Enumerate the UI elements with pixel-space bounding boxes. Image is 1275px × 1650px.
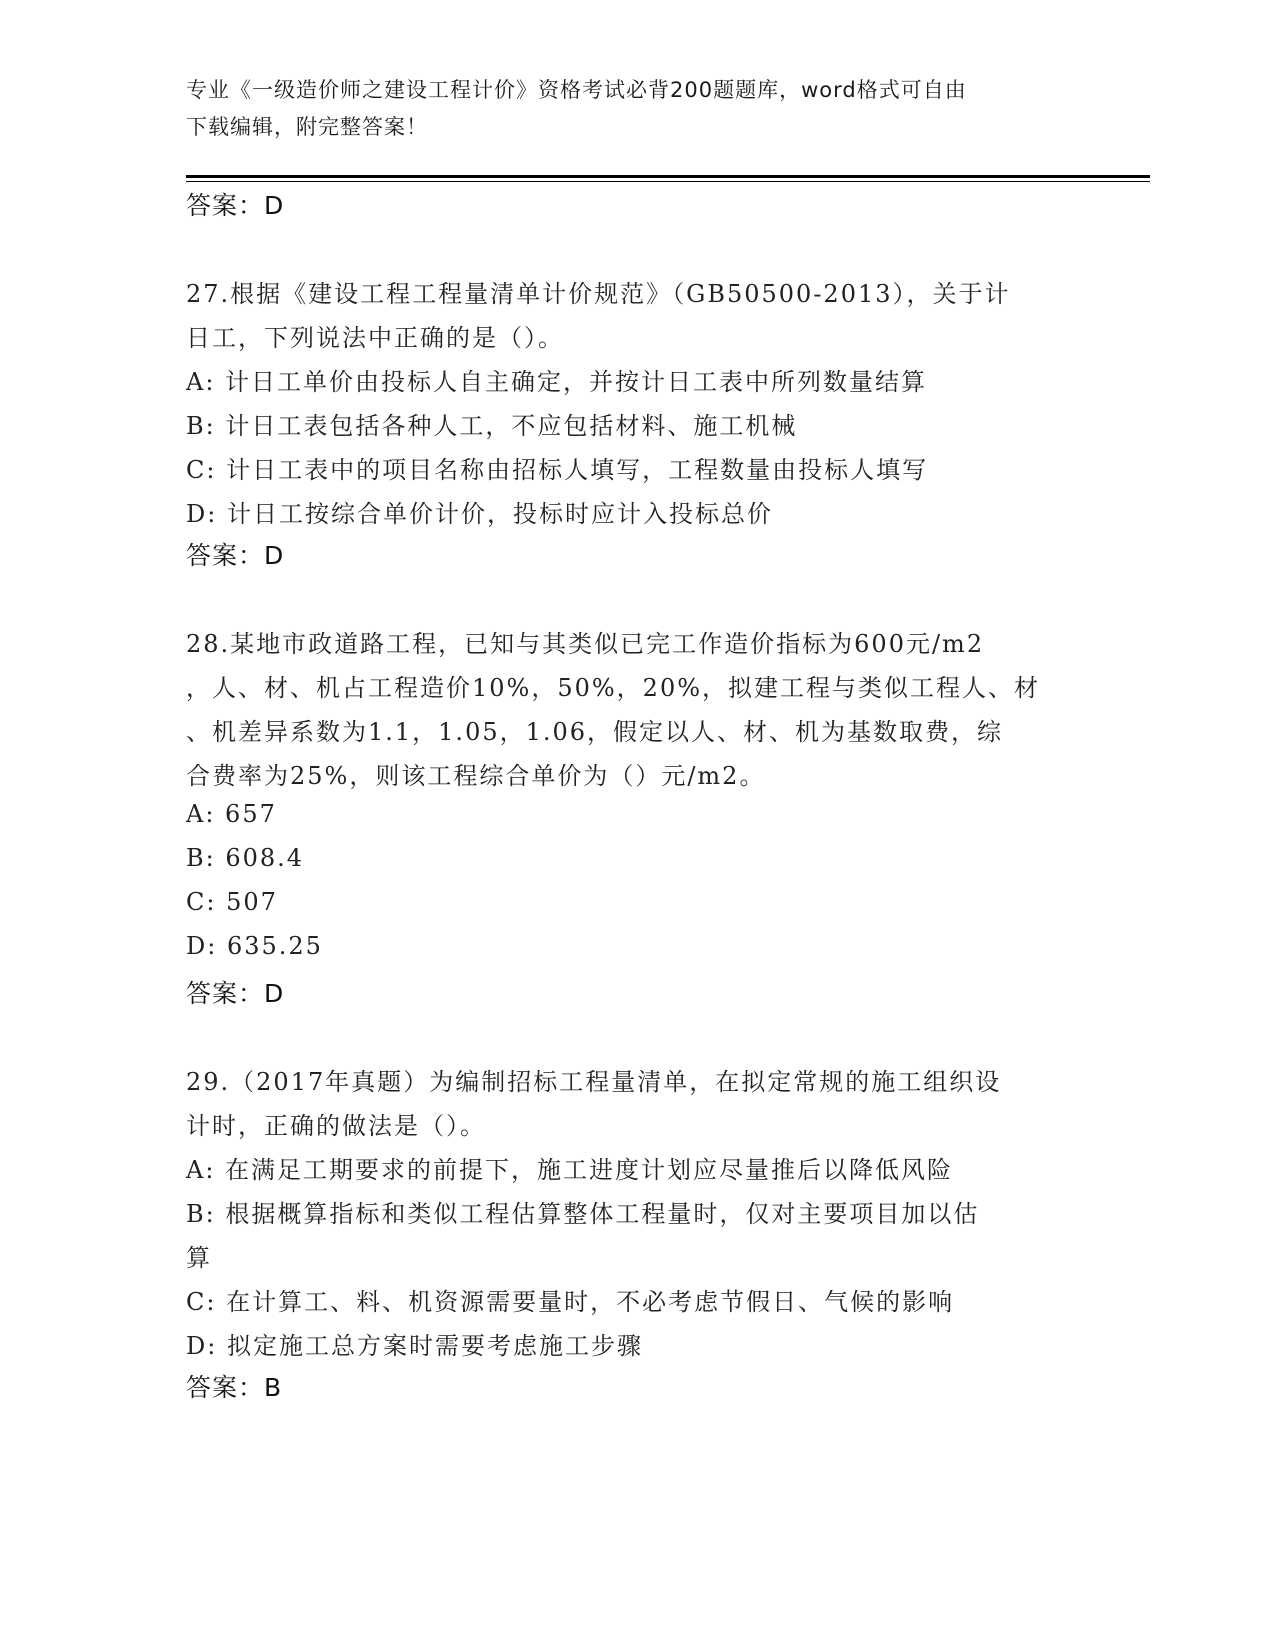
q28-option-c: C: 507: [186, 888, 278, 916]
q27-option-b: B: 计日工表包括各种人工，不应包括材料、施工机械: [186, 412, 798, 440]
q27-option-c: C: 计日工表中的项目名称由招标人填写，工程数量由投标人填写: [186, 456, 929, 484]
q29-option-d: D: 拟定施工总方案时需要考虑施工步骤: [186, 1332, 643, 1360]
q28-stem-line-3: 、机差异系数为1.1，1.05，1.06，假定以人、材、机为基数取费，综: [186, 718, 1004, 746]
q28-answer: 答案：D: [186, 979, 285, 1008]
q27-option-a: A: 计日工单价由投标人自主确定，并按计日工表中所列数量结算: [186, 368, 928, 396]
q29-option-b-line-2: 算: [186, 1244, 212, 1272]
q28-option-d: D: 635.25: [186, 932, 323, 960]
q29-answer: 答案：B: [186, 1373, 283, 1402]
q29-option-b-line-1: B: 根据概算指标和类似工程估算整体工程量时，仅对主要项目加以估: [186, 1200, 980, 1228]
q27-stem-line-1: 27.根据《建设工程工程量清单计价规范》（GB50500-2013），关于计: [186, 280, 1011, 308]
q29-option-a: A: 在满足工期要求的前提下，施工进度计划应尽量推后以降低风险: [186, 1156, 954, 1184]
q27-stem-line-2: 日工，下列说法中正确的是（）。: [186, 324, 564, 352]
q29-stem-line-2: 计时，正确的做法是（）。: [186, 1112, 486, 1140]
previous-answer: 答案：D: [186, 191, 285, 220]
q28-stem-line-2: ，人、材、机占工程造价10%，50%，20%，拟建工程与类似工程人、材: [186, 674, 1041, 702]
header-line-2: 下载编辑，附完整答案！: [186, 115, 428, 139]
document-header: [186, 72, 1086, 146]
q28-stem-line-1: 28.某地市政道路工程，已知与其类似已完工作造价指标为600元/m2: [186, 630, 985, 658]
q29-stem-line-1: 29.（2017年真题）为编制招标工程量清单，在拟定常规的施工组织设: [186, 1068, 1002, 1096]
q28-option-a: A: 657: [186, 800, 277, 828]
header-line-1: 专业《一级造价师之建设工程计价》资格考试必背200题题库，word格式可自由: [186, 78, 967, 102]
header-divider-thick: [186, 175, 1150, 178]
q27-option-d: D: 计日工按综合单价计价，投标时应计入投标总价: [186, 500, 773, 528]
q28-stem-line-4: 合费率为25%，则该工程综合单价为（）元/m2。: [186, 762, 766, 790]
header-divider-thin: [186, 181, 1150, 182]
q27-answer: 答案：D: [186, 541, 285, 570]
q29-option-c: C: 在计算工、料、机资源需要量时，不必考虑节假日、气候的影响: [186, 1288, 955, 1316]
q28-option-b: B: 608.4: [186, 844, 305, 872]
